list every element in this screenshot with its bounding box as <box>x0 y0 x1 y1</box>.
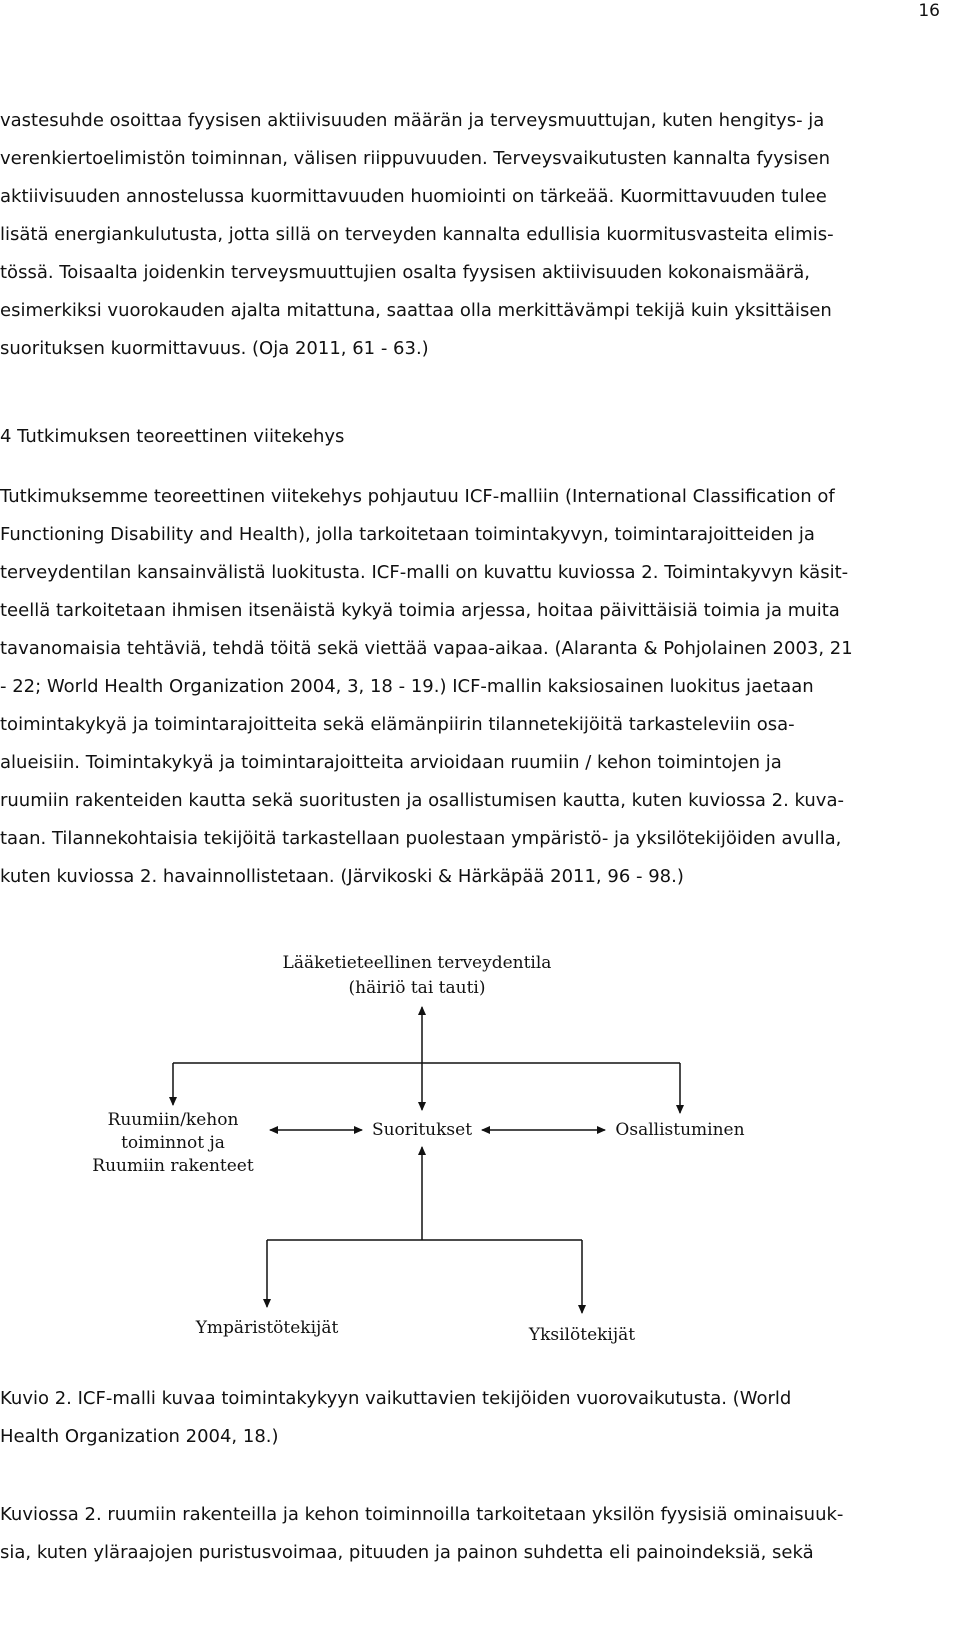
health-condition-label: Lääketieteellinen terveydentila <box>282 953 552 973</box>
text-line: kuten kuviossa 2. havainnollistetaan. (Järvikoski & Härkäpää 2011, 96 - 98.) <box>0 866 684 887</box>
text-line: terveydentilan kansainvälistä luokitusta. ICF-malli on kuvattu kuviossa 2. Toimintakyvyn käsit- <box>0 562 849 583</box>
text-line: alueisiin. Toimintakykyä ja toimintarajoitteita arvioidaan ruumiin / kehon toimintojen ja <box>0 752 782 773</box>
text-line: esimerkiksi vuorokauden ajalta mitattuna, saattaa olla merkittävämpi tekijä kuin yksittäisen <box>0 300 832 321</box>
body-functions-label: toiminnot ja <box>121 1133 225 1153</box>
environmental-factors-label: Ympäristötekijät <box>195 1318 339 1338</box>
paragraph-3 <box>0 1496 935 1572</box>
text-line: - 22; World Health Organization 2004, 3, 18 - 19.) ICF-mallin kaksiosainen luokitus jaetaan <box>0 676 814 697</box>
text-line: taan. Tilannekohtaisia tekijöitä tarkastellaan puolestaan ympäristö- ja yksilötekijöiden avulla, <box>0 828 842 849</box>
text-line: sia, kuten yläraajojen puristusvoimaa, pituuden ja painon suhdetta eli painoindeksiä, sekä <box>0 1542 814 1563</box>
text-line: ruumiin rakenteiden kautta sekä suoritusten ja osallistumisen kautta, kuten kuviossa 2. kuva- <box>0 790 844 811</box>
text-line: Kuviossa 2. ruumiin rakenteilla ja kehon toiminnoilla tarkoitetaan yksilön fyysisiä ominaisuuk- <box>0 1504 844 1525</box>
page-number: 16 <box>918 1 940 21</box>
text-line: Tutkimuksemme teoreettinen viitekehys pohjautuu ICF-malliin (International Classification of <box>0 486 835 507</box>
text-line: Functioning Disability and Health), jolla tarkoitetaan toimintakyvyn, toimintarajoitteiden ja <box>0 524 815 545</box>
activities-label: Suoritukset <box>371 1120 473 1140</box>
text-line: lisätä energiankulutusta, jotta sillä on terveyden kannalta edullisia kuormitusvasteita elimis- <box>0 224 834 245</box>
health-condition-sublabel: (häiriö tai tauti) <box>348 978 486 998</box>
text-line: tavanomaisia tehtäviä, tehdä töitä sekä viettää vapaa-aikaa. (Alaranta & Pohjolainen 2003, 21 <box>0 638 853 659</box>
caption-line: Kuvio 2. ICF-malli kuvaa toimintakykyyn vaikuttavien tekijöiden vuorovaikutusta. (World <box>0 1388 792 1409</box>
figure-caption <box>0 1380 935 1456</box>
text-line: toimintakykyä ja toimintarajoitteita sekä elämänpiirin tilannetekijöitä tarkasteleviin osa- <box>0 714 795 735</box>
participation-label: Osallistuminen <box>615 1120 745 1140</box>
text-line: verenkiertoelimistön toiminnan, välisen riippuvuuden. Terveysvaikutusten kannalta fyysisen <box>0 148 831 169</box>
paragraph-1 <box>0 102 935 368</box>
text-line: suorituksen kuormittavuus. (Oja 2011, 61 - 63.) <box>0 338 429 359</box>
body-structures-label: Ruumiin rakenteet <box>92 1156 254 1176</box>
caption-line: Health Organization 2004, 18.) <box>0 1426 279 1447</box>
text-line: teellä tarkoitetaan ihmisen itsenäistä kykyä toimia arjessa, hoitaa päivittäisiä toimia ja muita <box>0 600 840 621</box>
text-line: vastesuhde osoittaa fyysisen aktiivisuuden määrän ja terveysmuuttujan, kuten hengitys- ja <box>0 110 825 131</box>
text-line: tössä. Toisaalta joidenkin terveysmuuttujien osalta fyysisen aktiivisuuden kokonaismäärä, <box>0 262 811 283</box>
section-heading: 4 Tutkimuksen teoreettinen viitekehys <box>0 426 345 447</box>
icf-diagram <box>80 935 860 1365</box>
text-line: aktiivisuuden annostelussa kuormittavuuden huomiointi on tärkeää. Kuormittavuuden tulee <box>0 186 827 207</box>
personal-factors-label: Yksilötekijät <box>528 1325 636 1345</box>
paragraph-2 <box>0 478 935 896</box>
body-functions-label: Ruumiin/kehon <box>107 1110 239 1130</box>
